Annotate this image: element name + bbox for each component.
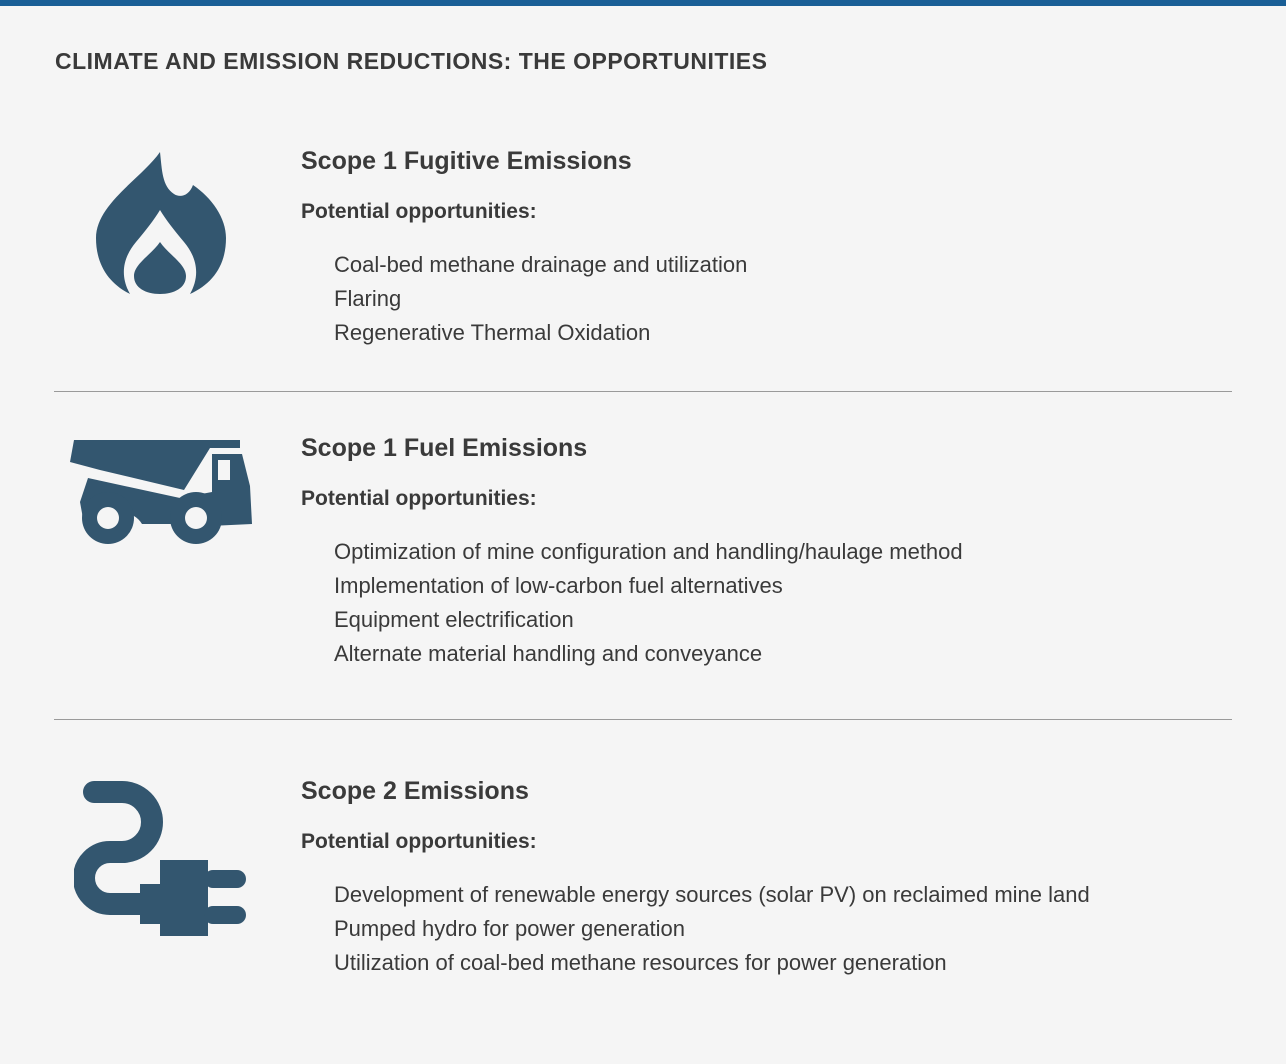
list-item: Coal-bed methane drainage and utilization xyxy=(334,252,748,277)
list-item: Implementation of low-carbon fuel alternatives xyxy=(334,573,783,598)
list-item: Flaring xyxy=(334,286,402,311)
flame-icon xyxy=(96,152,228,296)
page-title: CLIMATE AND EMISSION REDUCTIONS: THE OPPORTUNITIES xyxy=(55,48,768,74)
haul-truck-icon xyxy=(70,438,254,544)
section-title: Scope 2 Emissions xyxy=(301,777,529,805)
list-item: Equipment electrification xyxy=(334,607,574,632)
section-title: Scope 1 Fuel Emissions xyxy=(301,434,588,462)
list-item: Optimization of mine configuration and handling/haulage method xyxy=(334,539,963,564)
section-divider xyxy=(54,719,1232,720)
list-item: Development of renewable energy sources (solar PV) on reclaimed mine land xyxy=(334,882,1090,907)
list-item: Pumped hydro for power generation xyxy=(334,916,685,941)
section-subtitle: Potential opportunities: xyxy=(301,200,537,223)
section-subtitle: Potential opportunities: xyxy=(301,487,537,510)
opportunity-list xyxy=(334,535,963,671)
opportunity-list xyxy=(334,248,747,350)
opportunity-list xyxy=(334,878,1090,980)
power-plug-icon xyxy=(74,780,248,938)
list-item: Alternate material handling and conveyance xyxy=(334,641,763,666)
section-divider xyxy=(54,391,1232,392)
list-item: Regenerative Thermal Oxidation xyxy=(334,320,651,345)
section-subtitle: Potential opportunities: xyxy=(301,830,537,853)
list-item: Utilization of coal-bed methane resources for power generation xyxy=(334,950,947,975)
top-accent-bar xyxy=(0,0,1286,6)
section-title: Scope 1 Fugitive Emissions xyxy=(301,147,632,175)
